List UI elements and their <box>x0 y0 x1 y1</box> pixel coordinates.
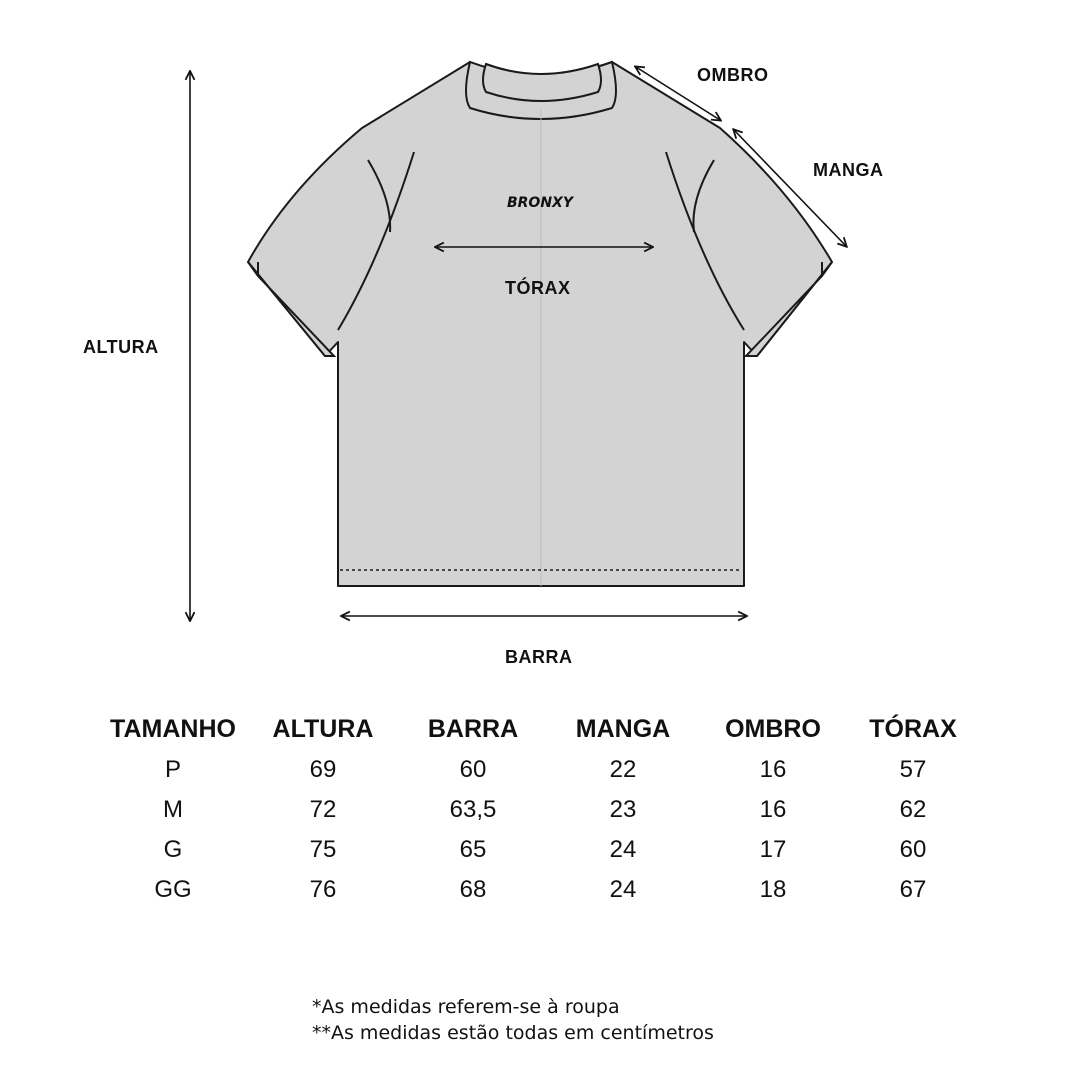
cell-sleeve: 23 <box>609 796 637 823</box>
label-sleeve: MANGA <box>813 160 884 180</box>
header-hem: BARRA <box>427 714 519 743</box>
cell-chest: 67 <box>899 876 927 903</box>
header-size: TAMANHO <box>110 714 236 743</box>
cell-hem: 68 <box>459 876 487 903</box>
header-sleeve: MANGA <box>575 714 671 743</box>
table-row <box>98 830 978 870</box>
cell-hem: 63,5 <box>449 796 497 823</box>
footnote-units: **As medidas estão todas em centímetros <box>312 1022 714 1044</box>
cell-sleeve: 24 <box>609 836 637 863</box>
header-chest: TÓRAX <box>869 714 957 743</box>
cell-shoulder: 16 <box>759 796 787 823</box>
cell-shoulder: 18 <box>759 876 787 903</box>
table-header-row <box>98 708 978 750</box>
cell-height: 76 <box>309 876 337 903</box>
cell-hem: 60 <box>459 756 487 783</box>
label-chest: TÓRAX <box>505 278 571 298</box>
footnotes <box>312 994 714 1046</box>
cell-chest: 57 <box>899 756 927 783</box>
cell-size: P <box>164 756 181 783</box>
cell-shoulder: 16 <box>759 756 787 783</box>
table-row <box>98 870 978 910</box>
cell-chest: 60 <box>899 836 927 863</box>
cell-size: M <box>163 796 183 823</box>
cell-size: G <box>163 836 183 863</box>
header-height: ALTURA <box>272 714 374 743</box>
cell-sleeve: 22 <box>609 756 637 783</box>
cell-sleeve: 24 <box>609 876 637 903</box>
size-table <box>98 708 978 910</box>
header-shoulder: OMBRO <box>725 714 821 743</box>
cell-height: 75 <box>309 836 337 863</box>
footnote-garment: *As medidas referem-se à roupa <box>312 996 620 1018</box>
cell-size: GG <box>154 876 192 903</box>
label-hem: BARRA <box>505 647 573 667</box>
table-row <box>98 750 978 790</box>
logo-text: BRONXY <box>506 195 574 211</box>
label-height: ALTURA <box>83 337 159 357</box>
cell-height: 69 <box>309 756 337 783</box>
label-shoulder: OMBRO <box>697 65 769 85</box>
cell-hem: 65 <box>459 836 487 863</box>
table-row <box>98 790 978 830</box>
cell-height: 72 <box>309 796 337 823</box>
cell-chest: 62 <box>899 796 927 823</box>
cell-shoulder: 17 <box>759 836 787 863</box>
